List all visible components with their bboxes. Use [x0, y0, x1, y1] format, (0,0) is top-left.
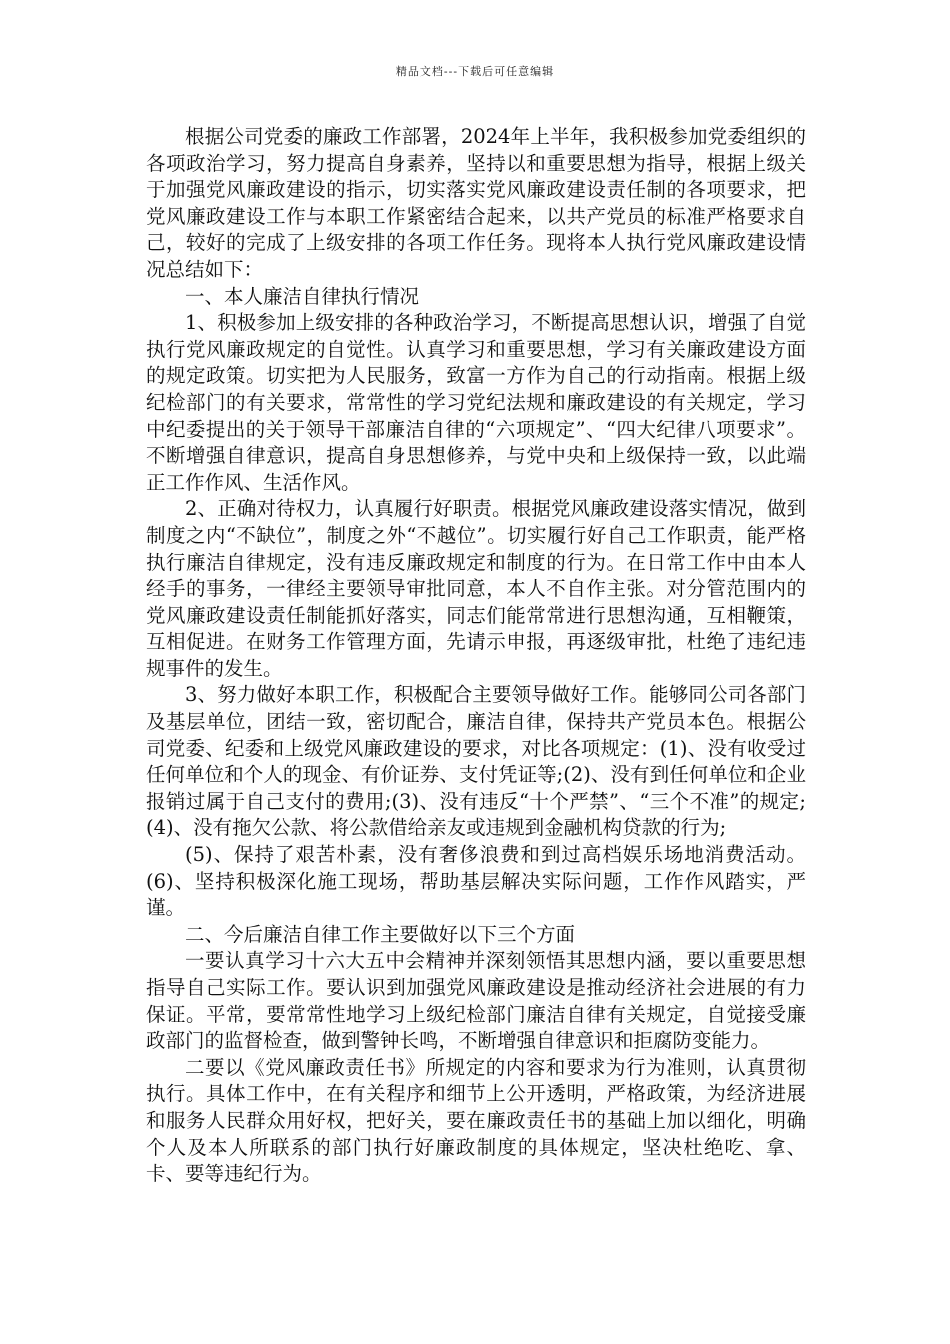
- paragraph-item-3: 3、努力做好本职工作，积极配合主要领导做好工作。能够同公司各部门及基层单位，团结一致，密切配合，廉洁自律，保持共产党员本色。根据公司党委、纪委和上级党风廉政建设的要求，对比各项规定：(1)、没有收受过任何单位和个人的现金、有价证券、支付凭证等;(2)、没有到任何单位和企业报销过属于自己支付的费用;(3)、没有违反“十个严禁”、“三个不准”的规定;(4)、没有拖欠公款、将公款借给亲友或违规到金融机构贷款的行为;: [146, 683, 806, 840]
- section-heading-2: 二、今后廉洁自律工作主要做好以下三个方面: [185, 922, 576, 946]
- paragraph-item-2: 2、正确对待权力，认真履行好职责。根据党风廉政建设落实情况，做到制度之内“不缺位”，制度之外“不越位”。切实履行好自己工作职责，能严格执行廉洁自律规定，没有违反廉政规定和制度的行为。在日常工作中由本人经手的事务，一律经主要领导审批同意，本人不自作主张。对分管范围内的党风廉政建设责任制能抓好落实，同志们能常常进行思想沟通，互相鞭策，互相促进。在财务工作管理方面，先请示申报，再逐级审批，杜绝了违纪违规事件的发生。: [146, 497, 806, 680]
- paragraph-point-1: 一要认真学习十六大五中会精神并深刻领悟其思想内涵，要以重要思想指导自己实际工作。要认识到加强党风廉政建设是推动经济社会进展的有力保证。平常，要常常性地学习上级纪检部门廉洁自律有关规定，自觉接受廉政部门的监督检查，做到警钟长鸣，不断增强自律意识和拒腐防变能力。: [146, 949, 806, 1053]
- section-heading-1: 一、本人廉洁自律执行情况: [185, 284, 420, 308]
- paragraph-item-3-continued: (5)、保持了艰苦朴素，没有奢侈浪费和到过高档娱乐场地消费活动。(6)、坚持积极深化施工现场，帮助基层解决实际问题，工作作风踏实，严谨。: [146, 843, 806, 920]
- document-body: [146, 124, 806, 1188]
- paragraph-intro: 根据公司党委的廉政工作部署，2024年上半年，我积极参加党委组织的各项政治学习，努力提高自身素养，坚持以和重要思想为指导，根据上级关于加强党风廉政建设的指示，切实落实党风廉政建设责任制的各项要求，把党风廉政建设工作与本职工作紧密结合起来，以共产党员的标准严格要求自己，较好的完成了上级安排的各项工作任务。现将本人执行党风廉政建设情况总结如下：: [146, 125, 806, 281]
- paragraph-point-2: 二要以《党风廉政责任书》所规定的内容和要求为行为准则，认真贯彻执行。具体工作中，在有关程序和细节上公开透明，严格政策，为经济进展和服务人民群众用好权，把好关，要在廉政责任书的基础上加以细化，明确个人及本人所联系的部门执行好廉政制度的具体规定，坚决杜绝吃、拿、卡、要等违纪行为。: [146, 1055, 806, 1186]
- paragraph-item-1: 1、积极参加上级安排的各种政治学习，不断提高思想认识，增强了自觉执行党风廉政规定的自觉性。认真学习和重要思想，学习有关廉政建设方面的规定政策。切实把为人民服务，致富一方作为自己的行动指南。根据上级纪检部门的有关要求，常常性的学习党纪法规和廉政建设的有关规定，学习中纪委提出的关于领导干部廉洁自律的“六项规定”、“四大纪律八项要求”。不断增强自律意识，提高自身思想修养，与党中央和上级保持一致，以此端正工作作风、生活作风。: [146, 311, 806, 494]
- page-header: 精品文档---下载后可任意编辑: [395, 65, 555, 78]
